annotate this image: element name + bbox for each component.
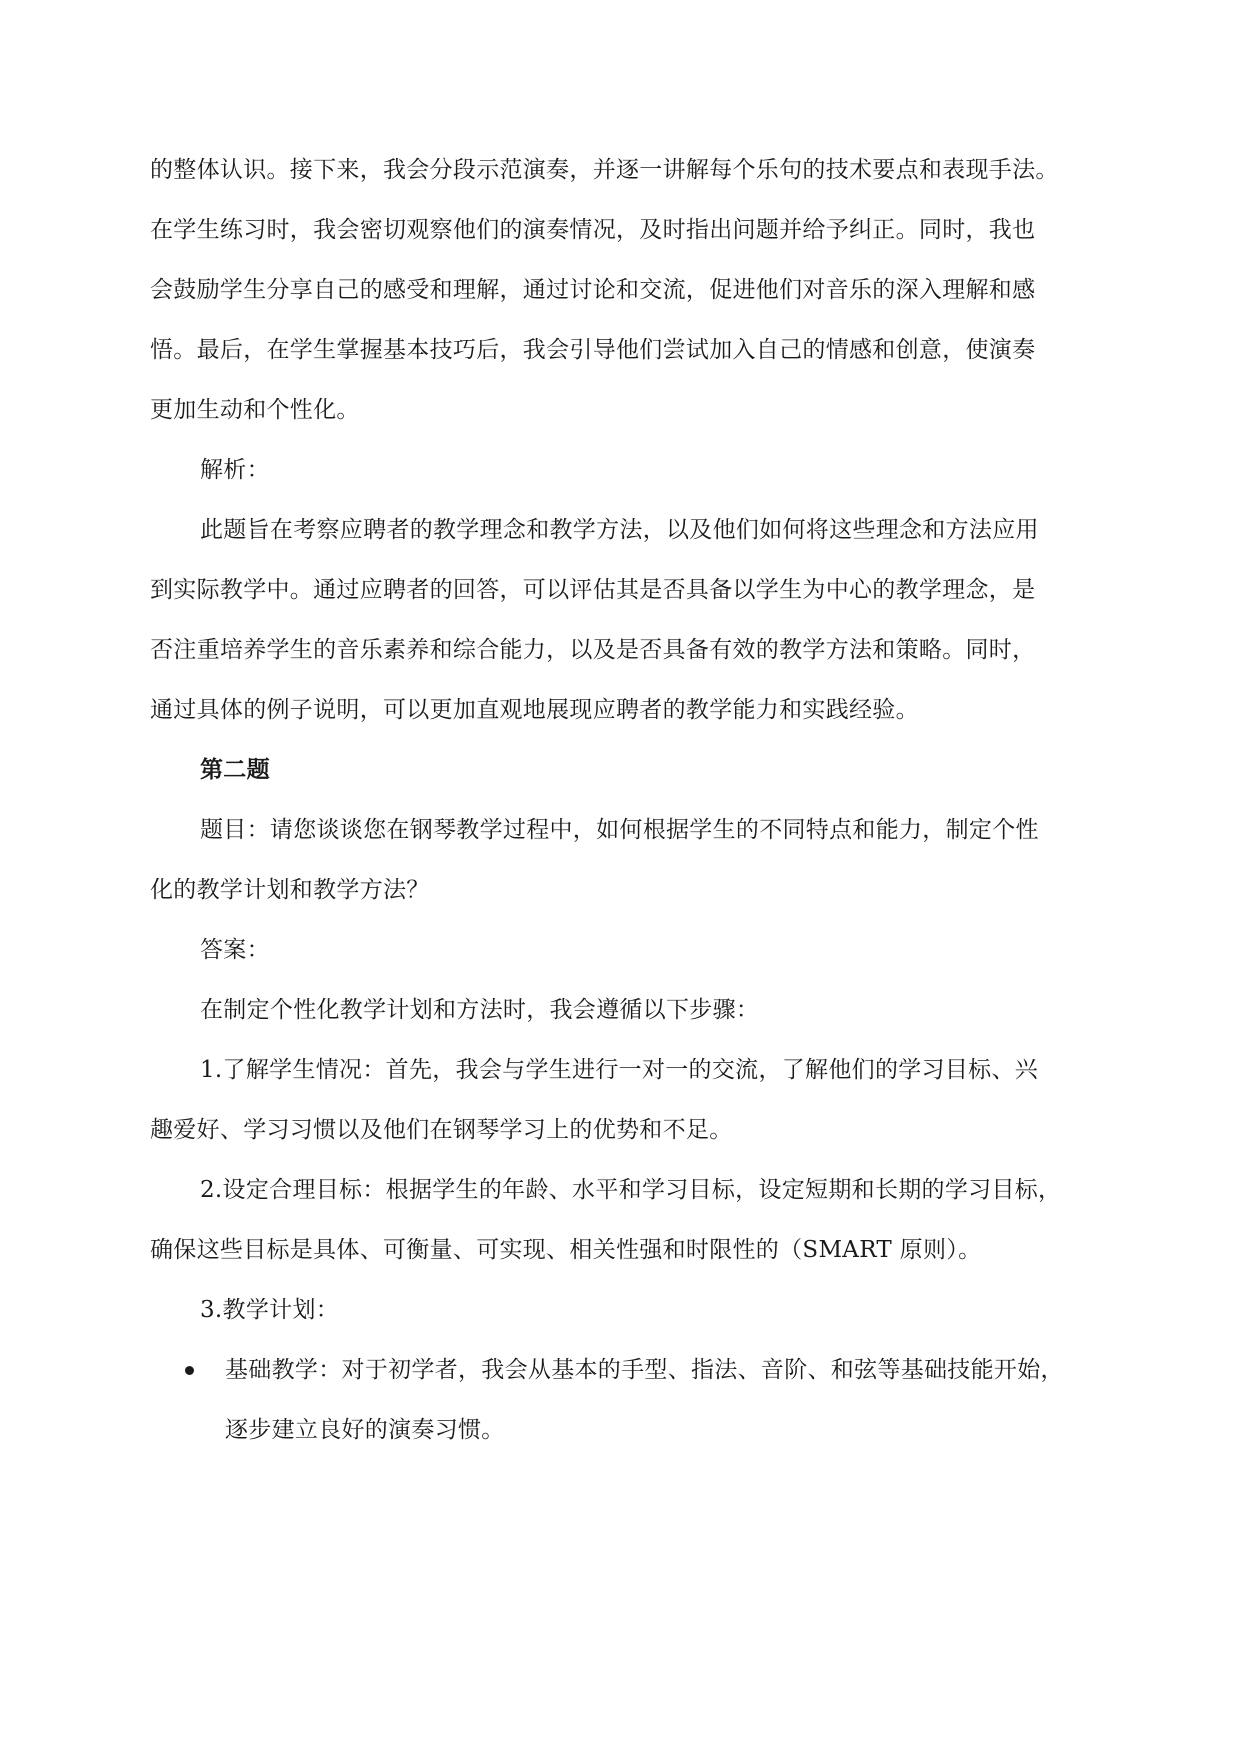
text-line: 通过具体的例子说明，可以更加直观地展现应聘者的教学能力和实践经验。 [150,697,919,723]
text-line: 基础教学：对于初学者，我会从基本的手型、指法、音阶、和弦等基础技能开始， [225,1357,1064,1383]
text-line: 确保这些目标是具体、可衡量、可实现、相关性强和时限性的（SMART 原则）。 [150,1237,982,1263]
step-2-paragraph [150,1160,1120,1280]
analysis-label: 解析： [200,457,270,483]
text-line: 到实际教学中。通过应聘者的回答，可以评估其是否具备以学生为中心的教学理念，是 [150,577,1036,603]
text-line: 更加生动和个性化。 [150,397,360,423]
text-line: 1.了解学生情况：首先，我会与学生进行一对一的交流，了解他们的学习目标、兴 [200,1057,1039,1083]
answer-intro: 在制定个性化教学计划和方法时，我会遵循以下步骤： [200,997,760,1023]
answer-label: 答案： [200,937,270,963]
document-body [150,140,1120,1460]
text-line: 的整体认识。接下来，我会分段示范演奏，并逐一讲解每个乐句的技术要点和表现手法。 [150,157,1059,183]
text-line: 此题旨在考察应聘者的教学理念和教学方法，以及他们如何将这些理念和方法应用 [200,517,1039,543]
text-line: 2.设定合理目标：根据学生的年龄、水平和学习目标，设定短期和长期的学习目标， [200,1177,1062,1203]
text-line: 趣爱好、学习习惯以及他们在钢琴学习上的优势和不足。 [150,1117,733,1143]
text-line: 在学生练习时，我会密切观察他们的演奏情况，及时指出问题并给予纠正。同时，我也 [150,217,1036,243]
analysis-paragraph [150,500,1120,740]
text-line: 题目：请您谈谈您在钢琴教学过程中，如何根据学生的不同特点和能力，制定个性 [200,817,1039,843]
question-paragraph [150,800,1120,920]
bullet-dot-icon [185,1366,194,1375]
section-title: 第二题 [200,757,270,783]
bullet-item [150,1340,1120,1460]
step-3-label: 3.教学计划： [200,1297,340,1323]
text-line: 化的教学计划和教学方法？ [150,877,430,903]
step-1-paragraph [150,1040,1120,1160]
intro-paragraph [150,140,1120,440]
text-line: 会鼓励学生分享自己的感受和理解，通过讨论和交流，促进他们对音乐的深入理解和感 [150,277,1036,303]
text-line: 悟。最后，在学生掌握基本技巧后，我会引导他们尝试加入自己的情感和创意，使演奏 [150,337,1036,363]
text-line: 否注重培养学生的音乐素养和综合能力，以及是否具备有效的教学方法和策略。同时， [150,637,1036,663]
text-line: 逐步建立良好的演奏习惯。 [225,1417,505,1443]
